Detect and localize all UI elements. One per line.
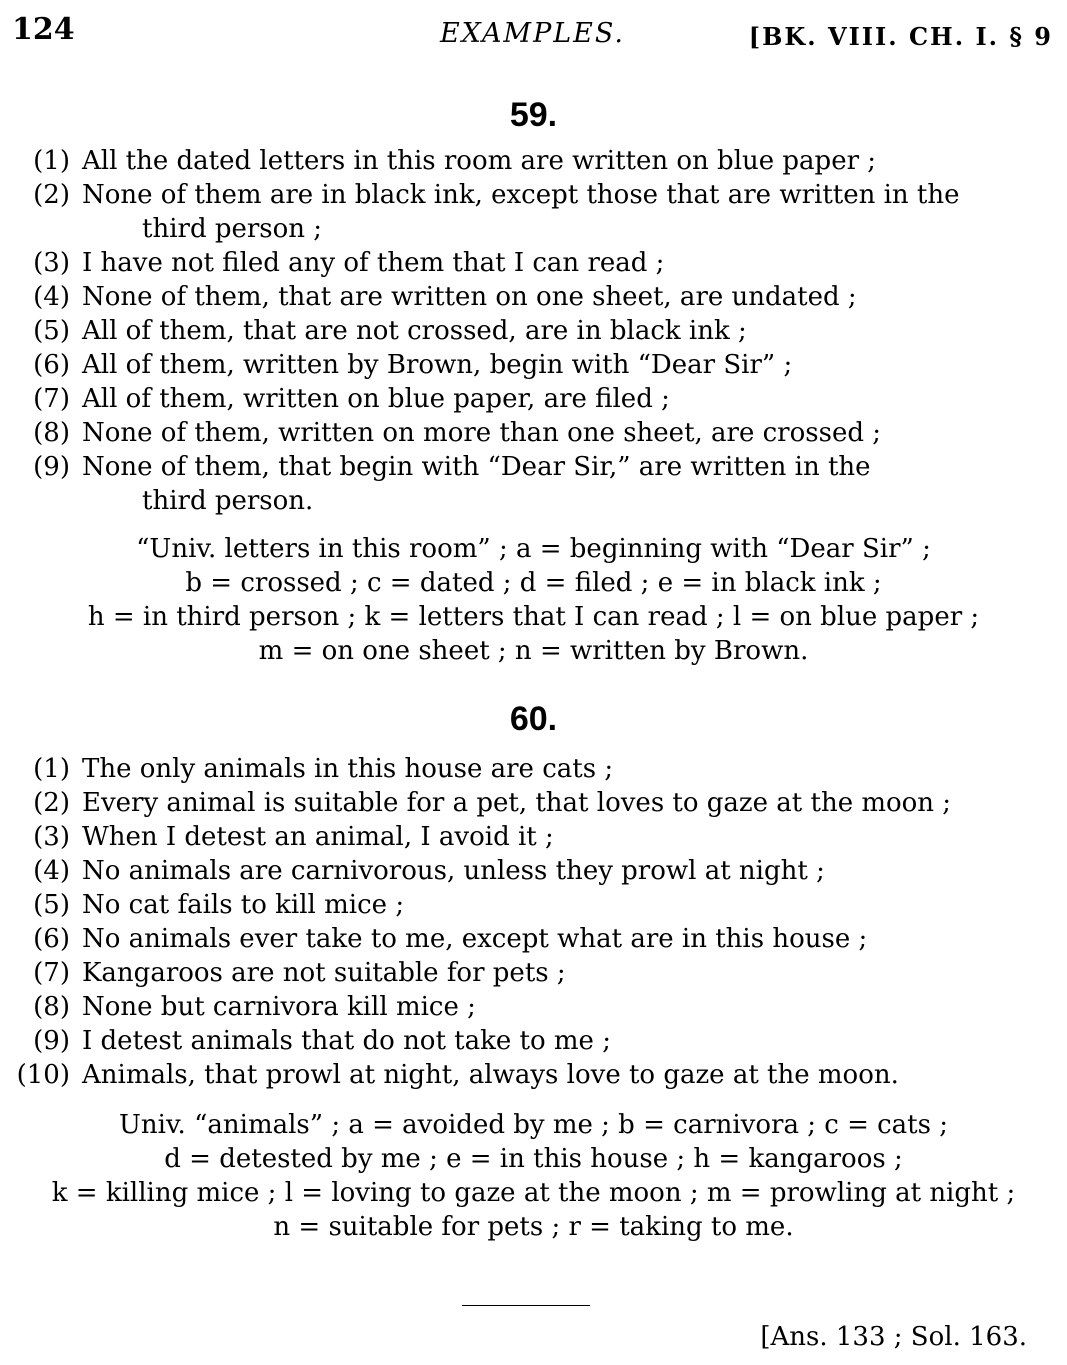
premise-number: (2) (33, 788, 70, 818)
premise-number: (6) (33, 350, 70, 380)
key-line: k = killing mice ; l = loving to gaze at the moon ; m = prowling at night ; (51, 1178, 1016, 1208)
premise-text: The only animals in this house are cats ; (82, 754, 614, 784)
premise-text: No animals are carnivorous, unless they prowl at night ; (82, 856, 825, 886)
premise-number: (4) (33, 282, 70, 312)
running-title: EXAMPLES. (439, 18, 626, 49)
premise (0, 416, 1067, 450)
premise (0, 1024, 1067, 1058)
premise-text: When I detest an animal, I avoid it ; (82, 822, 554, 852)
page-number: 124 (12, 12, 75, 47)
key-line: “Univ. letters in this room” ; a = beginning with “Dear Sir” ; (136, 534, 931, 564)
premise-text: Kangaroos are not suitable for pets ; (82, 958, 566, 988)
premise-text: All of them, that are not crossed, are in black ink ; (82, 316, 747, 346)
premise-continuation: third person ; (142, 214, 323, 244)
premise-text: All of them, written by Brown, begin with “Dear Sir” ; (82, 350, 793, 380)
premise-number: (5) (33, 890, 70, 920)
premise (0, 450, 1067, 518)
premise-text: All the dated letters in this room are written on blue paper ; (82, 146, 877, 176)
premise-text: No cat fails to kill mice ; (82, 890, 405, 920)
premise-number: (6) (33, 924, 70, 954)
premise-number: (7) (33, 384, 70, 414)
example-60-key (0, 1108, 1067, 1244)
premise-text: None of them, written on more than one sheet, are crossed ; (82, 418, 882, 448)
premise-text: All of them, written on blue paper, are filed ; (82, 384, 670, 414)
premise-number: (2) (33, 180, 70, 210)
premise-text: Animals, that prowl at night, always love to gaze at the moon. (82, 1060, 899, 1090)
premise-number: (7) (33, 958, 70, 988)
page-header (12, 12, 1053, 52)
key-line: n = suitable for pets ; r = taking to me. (273, 1212, 794, 1242)
premise (0, 990, 1067, 1024)
example-59-number: 59. (509, 96, 558, 134)
premise-text-wrapper (82, 450, 1057, 518)
premise-number: (5) (33, 316, 70, 346)
premise-text: None of them, that begin with “Dear Sir,” are written in the (82, 452, 871, 482)
premise (0, 348, 1067, 382)
key-line: d = detested by me ; e = in this house ; h = kangaroos ; (164, 1144, 903, 1174)
key-line: m = on one sheet ; n = written by Brown. (258, 636, 809, 666)
example-59-key (0, 532, 1067, 668)
premise-number: (1) (33, 754, 70, 784)
premise (0, 178, 1067, 246)
premise (0, 280, 1067, 314)
premise-text: I detest animals that do not take to me ; (82, 1026, 611, 1056)
premise-text: I have not filed any of them that I can read ; (82, 248, 665, 278)
section-reference: [BK. VIII. CH. I. § 9 (748, 22, 1053, 51)
premise-text: None of them are in black ink, except those that are written in the (82, 180, 960, 210)
premise-number: (8) (33, 418, 70, 448)
premise (0, 314, 1067, 348)
premise-text: None but carnivora kill mice ; (82, 992, 476, 1022)
divider-rule (462, 1305, 590, 1306)
premise-number: (9) (33, 1026, 70, 1056)
premise (0, 382, 1067, 416)
premise-text: None of them, that are written on one sheet, are undated ; (82, 282, 857, 312)
premise (0, 888, 1067, 922)
premise-number: (3) (33, 822, 70, 852)
premise (0, 246, 1067, 280)
key-line: Univ. “animals” ; a = avoided by me ; b = carnivora ; c = cats ; (118, 1110, 949, 1140)
premise-number: (8) (33, 992, 70, 1022)
example-59-premises (0, 144, 1067, 518)
answer-reference: [Ans. 133 ; Sol. 163. (760, 1322, 1027, 1352)
premise-continuation: third person. (142, 486, 314, 516)
example-60-premises (0, 752, 1067, 1092)
premise (0, 820, 1067, 854)
premise-number: (4) (33, 856, 70, 886)
premise-number: (1) (33, 146, 70, 176)
premise-number: (10) (16, 1060, 70, 1090)
premise (0, 956, 1067, 990)
key-line: h = in third person ; k = letters that I can read ; l = on blue paper ; (87, 602, 980, 632)
premise (0, 786, 1067, 820)
premise-number: (9) (33, 452, 70, 482)
key-line: b = crossed ; c = dated ; d = filed ; e = in black ink ; (185, 568, 882, 598)
premise (0, 752, 1067, 786)
premise-text: Every animal is suitable for a pet, that loves to gaze at the moon ; (82, 788, 952, 818)
premise (0, 854, 1067, 888)
premise (0, 144, 1067, 178)
premise-text-wrapper (82, 178, 1057, 246)
example-60-number: 60. (509, 700, 558, 738)
premise-number: (3) (33, 248, 70, 278)
premise (0, 1058, 1067, 1092)
premise-text: No animals ever take to me, except what are in this house ; (82, 924, 868, 954)
premise (0, 922, 1067, 956)
